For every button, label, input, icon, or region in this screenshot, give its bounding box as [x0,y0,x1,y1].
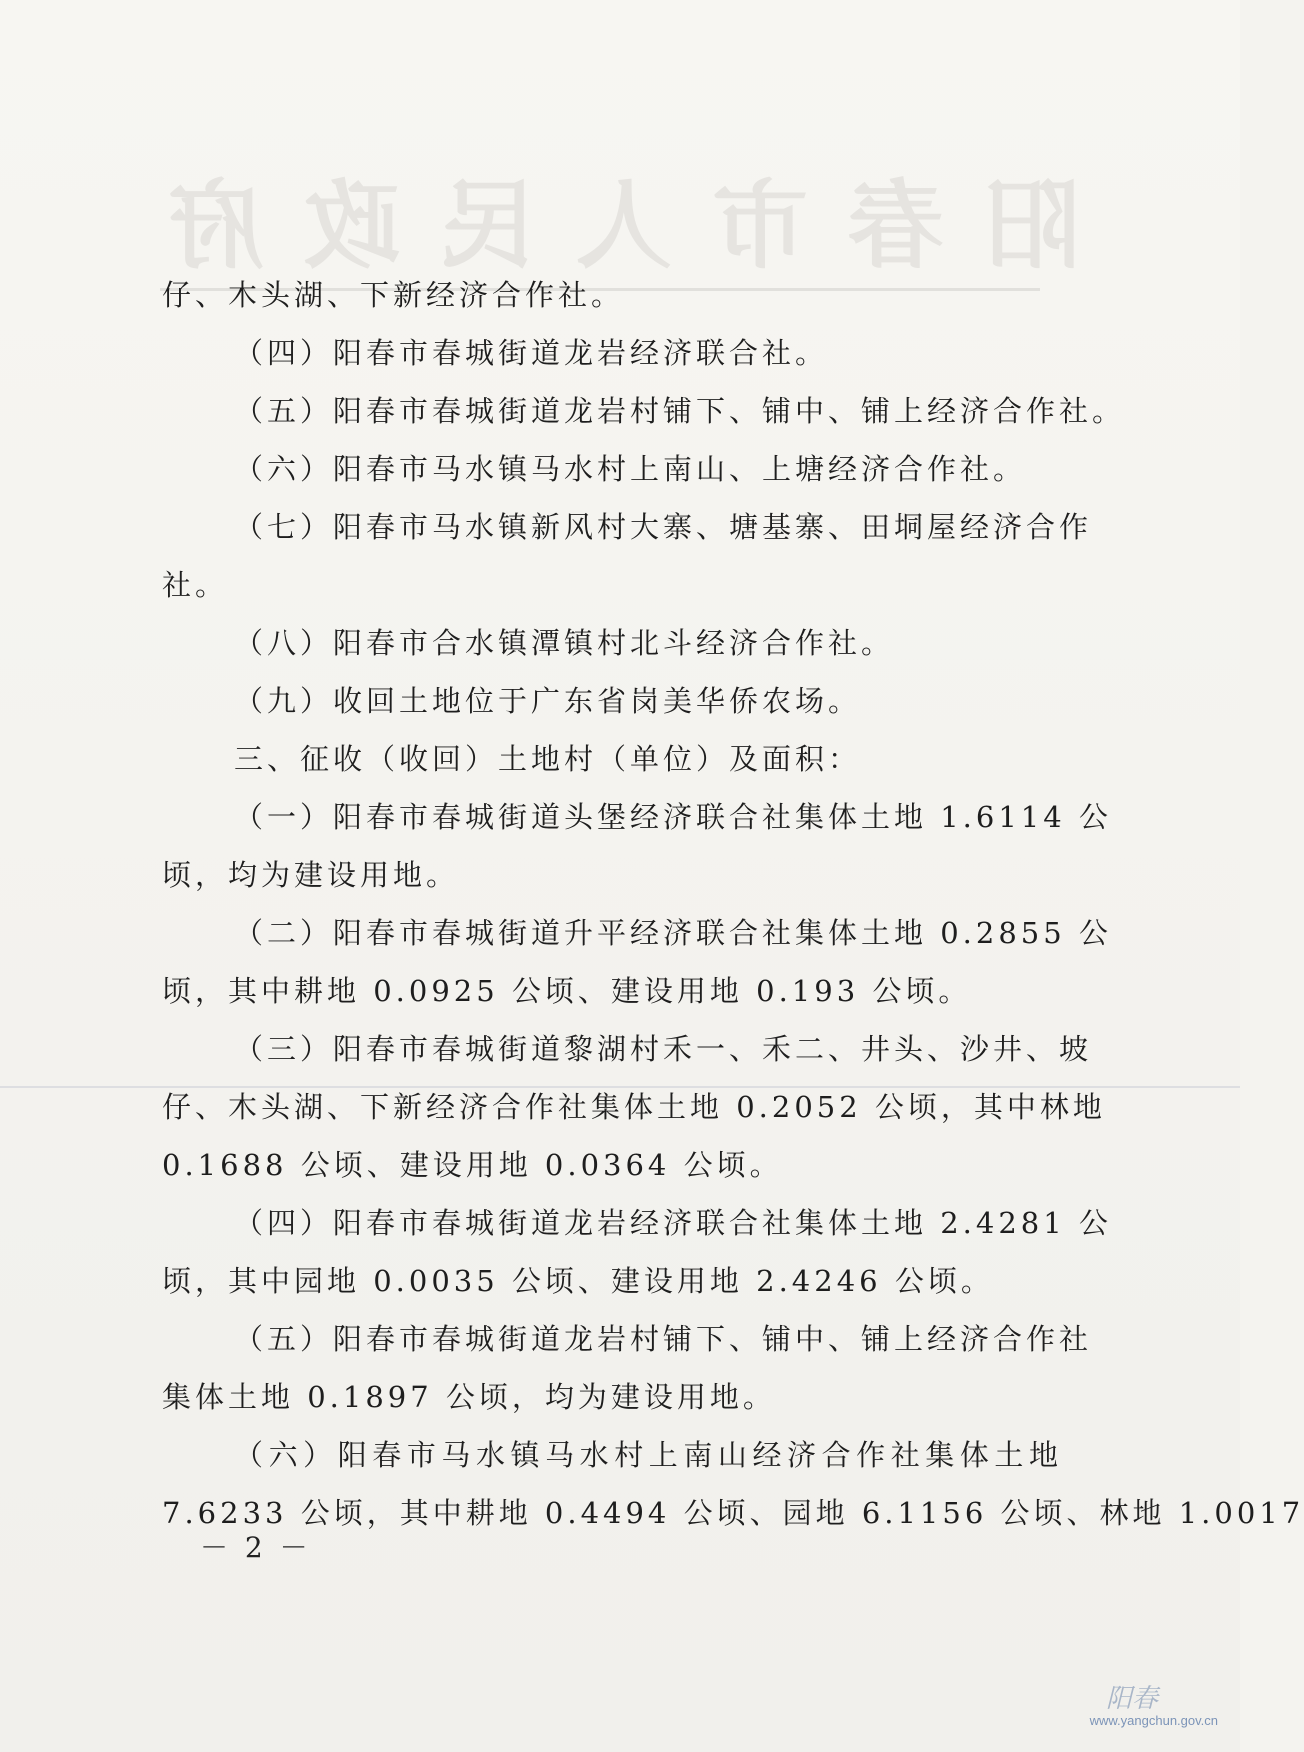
text-line: （四）阳春市春城街道龙岩经济联合社。 [234,336,829,370]
text-line: （六）阳春市马水镇马水村上南山经济合作社集体土地 [234,1438,1062,1472]
watermark-url: www.yangchun.gov.cn [1089,1713,1218,1728]
text-line: （一）阳春市春城街道头堡经济联合社集体土地 1.6114 公 [234,800,1112,834]
text-line: 顷，其中耕地 0.0925 公顷、建设用地 0.193 公顷。 [162,974,972,1008]
bleed-through-letterhead: 阳春市人民政府 [128,169,1080,282]
text-line: 0.1688 公顷、建设用地 0.0364 公顷。 [162,1148,783,1182]
text-line: 三、征收（收回）土地村（单位）及面积： [234,742,862,776]
text-line: 社。 [162,568,229,602]
page-number: － 2 － [200,1531,312,1564]
text-line: （二）阳春市春城街道升平经济联合社集体土地 0.2855 公 [234,916,1112,950]
site-watermark [1068,1685,1218,1728]
watermark-logo: 阳春 [1105,1683,1158,1713]
document-body [162,266,1304,1542]
text-line: （四）阳春市春城街道龙岩经济联合社集体土地 2.4281 公 [234,1206,1112,1240]
text-line: 7.6233 公顷，其中耕地 0.4494 公顷、园地 6.1156 公顷、林地 1.0017 [162,1496,1304,1530]
text-line: 仔、木头湖、下新经济合作社。 [162,278,625,312]
text-line: 顷，均为建设用地。 [162,858,460,892]
text-line: （七）阳春市马水镇新风村大寨、塘基寨、田垌屋经济合作 [234,510,1093,544]
text-line: （六）阳春市马水镇马水村上南山、上塘经济合作社。 [234,452,1027,486]
text-line: （三）阳春市春城街道黎湖村禾一、禾二、井头、沙井、坡 [234,1032,1093,1066]
text-line: 顷，其中园地 0.0035 公顷、建设用地 2.4246 公顷。 [162,1264,994,1298]
text-line: （九）收回土地位于广东省岗美华侨农场。 [234,684,862,718]
text-line: 集体土地 0.1897 公顷，均为建设用地。 [162,1380,776,1414]
text-line: 仔、木头湖、下新经济合作社集体土地 0.2052 公顷，其中林地 [162,1090,1106,1124]
text-line: （五）阳春市春城街道龙岩村铺下、铺中、铺上经济合作社 [234,1322,1093,1356]
text-line: （五）阳春市春城街道龙岩村铺下、铺中、铺上经济合作社。 [234,394,1126,428]
text-line: （八）阳春市合水镇潭镇村北斗经济合作社。 [234,626,895,660]
